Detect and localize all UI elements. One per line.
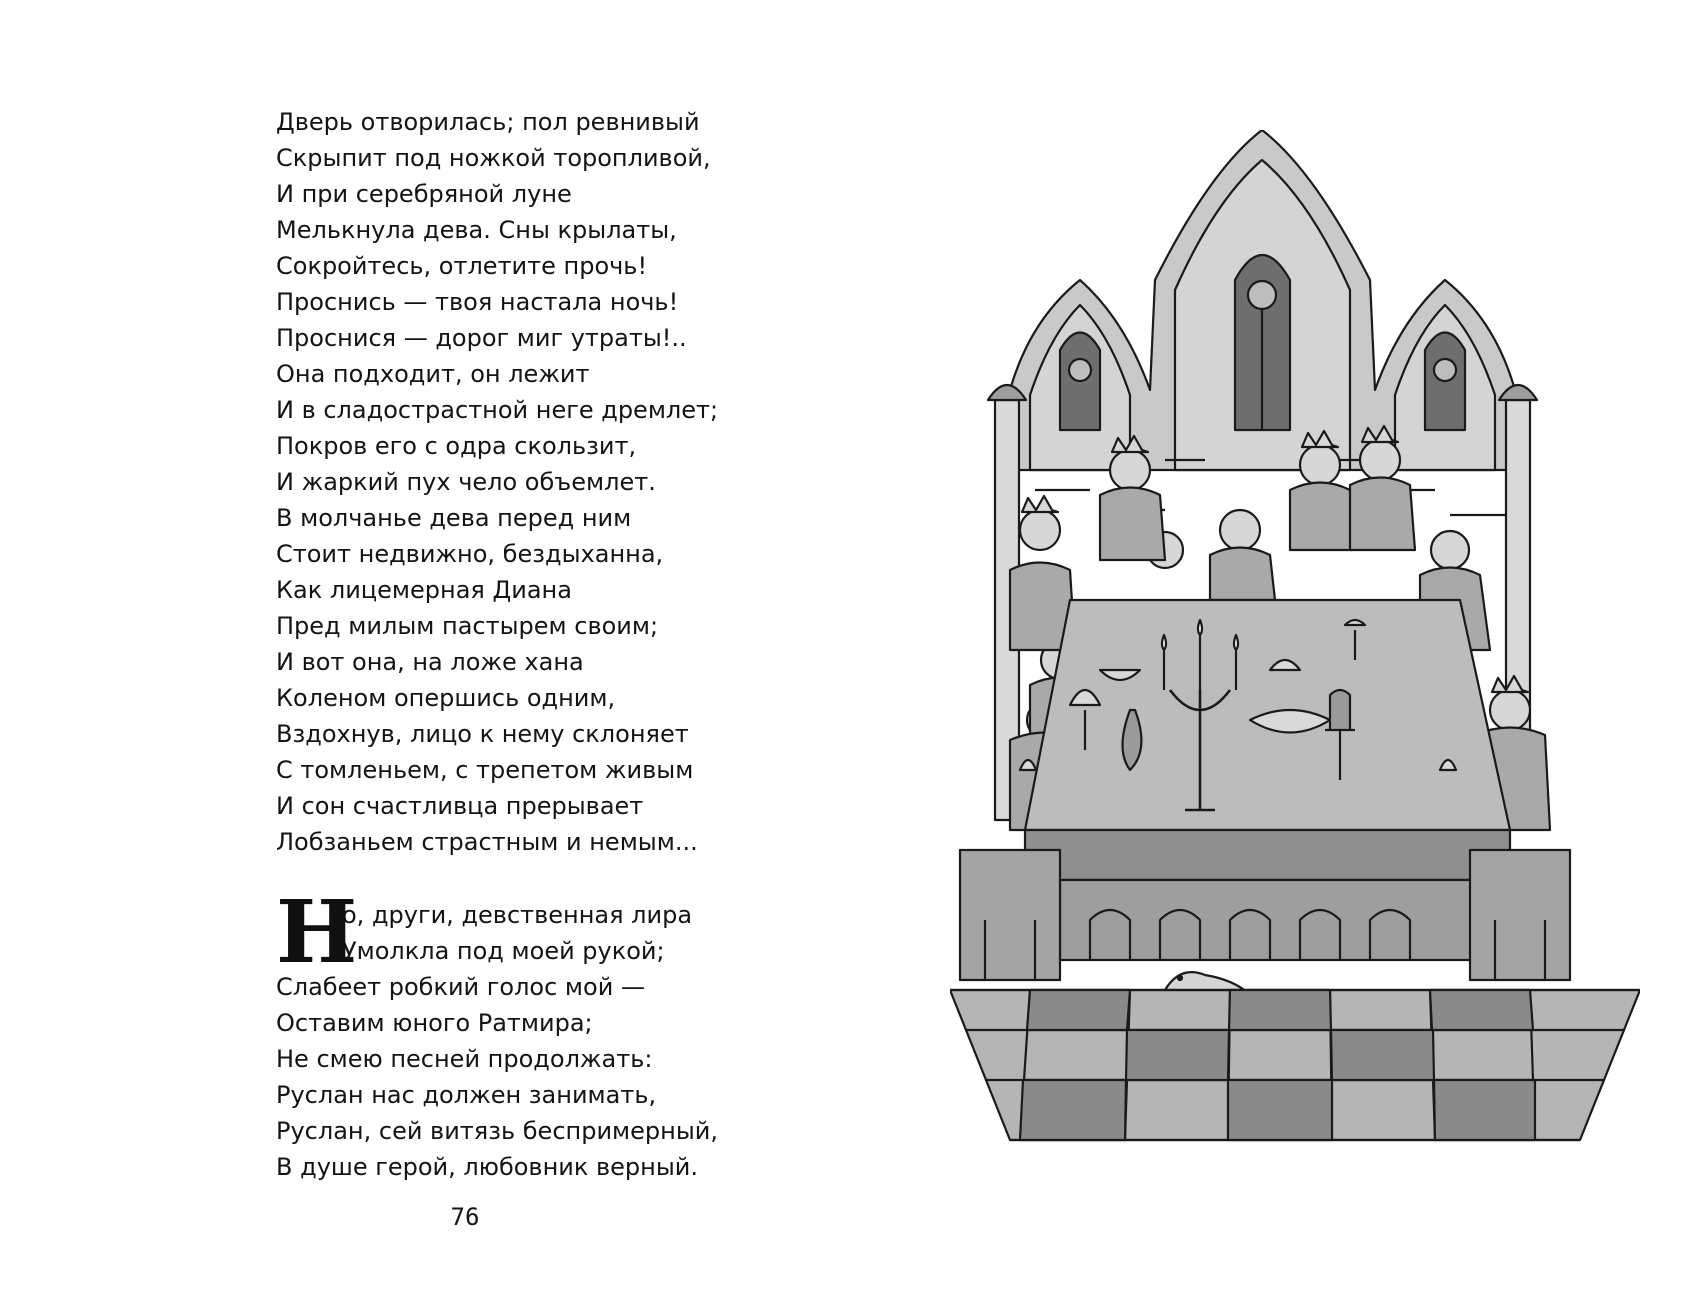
verse-line: Оставим юного Ратмира; (276, 1009, 593, 1037)
verse-line: И при серебряной луне (276, 180, 572, 208)
verse-line: В душе герой, любовник верный. (276, 1153, 698, 1181)
verse-line: Мелькнула дева. Сны крылаты, (276, 216, 677, 244)
verse-line: Руслан, сей витязь беспримерный, (276, 1117, 719, 1145)
verse-line: Она подходит, он лежит (276, 360, 590, 388)
verse-line: Проснися — дорог миг утраты!.. (276, 324, 687, 352)
dropcap-block (276, 882, 736, 983)
verse-line: И в сладострастной неге дремлет; (276, 396, 719, 424)
verse-line: С томленьем, с трепетом живым (276, 756, 694, 784)
verse-line: Пред милым пастырем своим; (276, 612, 659, 640)
stanza-1 (276, 104, 736, 860)
verse-line: Слабеет робкий голос мой — (276, 973, 645, 1001)
illustration-drawing (950, 130, 1640, 1150)
verse-line: о, други, девственная лира (342, 901, 693, 929)
verse-line: Не смею песней продолжать: (276, 1045, 653, 1073)
feast-hall-illustration (950, 130, 1640, 1154)
stanza-2 (276, 882, 736, 1185)
verse-line: Коленом опершись одним, (276, 684, 616, 712)
verse-line: И жаркий пух чело объемлет. (276, 468, 656, 496)
page-number: 76 (450, 1203, 480, 1231)
verse-line: Дверь отворилась; пол ревнивый (276, 108, 700, 136)
verse-line: Скрыпит под ножкой торопливой, (276, 144, 711, 172)
verse-line: В молчанье дева перед ним (276, 504, 632, 532)
verse-line: Покров его с одра скользит, (276, 432, 637, 460)
verse-line: Стоит недвижно, бездыханна, (276, 540, 664, 568)
verse-line: Руслан нас должен занимать, (276, 1081, 657, 1109)
verse-line: И вот она, на ложе хана (276, 648, 584, 676)
verse-line: Как лицемерная Диана (276, 576, 572, 604)
verse-line: Умолкла под моей рукой; (342, 937, 665, 965)
verse-line: Вздохнув, лицо к нему склоняет (276, 720, 689, 748)
verse-line: Сокройтесь, отлетите прочь! (276, 252, 648, 280)
drop-cap: Н (276, 882, 358, 983)
verse-line: Проснись — твоя настала ночь! (276, 288, 679, 316)
verse-line: Лобзаньем страстным и немым... (276, 828, 698, 856)
verse-line: И сон счастливца прерывает (276, 792, 644, 820)
poem-text (276, 104, 736, 1181)
